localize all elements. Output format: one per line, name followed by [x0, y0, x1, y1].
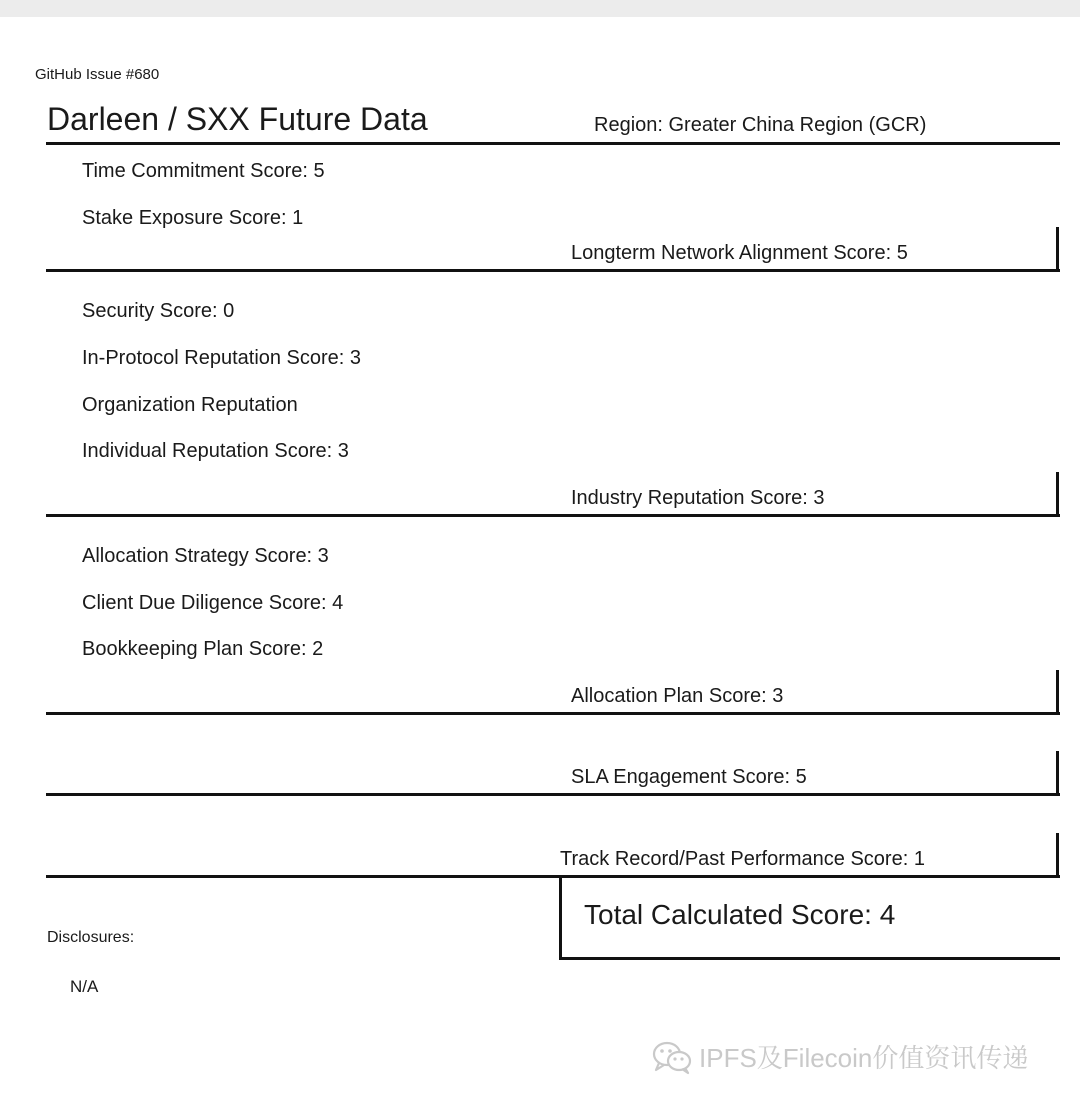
score-item-organization-reputation: Organization Reputation	[82, 394, 298, 416]
score-item-time-commitment: Time Commitment Score: 5	[82, 160, 325, 182]
section-divider	[46, 269, 1060, 272]
section-divider	[46, 514, 1060, 517]
watermark	[651, 1038, 1028, 1075]
region-label: Region: Greater China Region (GCR)	[594, 114, 927, 136]
score-item-client-due-diligence: Client Due Diligence Score: 4	[82, 592, 344, 614]
section-summary-sla-engagement: SLA Engagement Score: 5	[571, 766, 807, 788]
section-bracket	[1056, 472, 1059, 517]
section-summary-track-record: Track Record/Past Performance Score: 1	[560, 848, 925, 870]
page-title: Darleen / SXX Future Data	[47, 101, 428, 137]
total-score-label: Total Calculated Score: 4	[584, 899, 896, 930]
section-bracket	[1056, 833, 1059, 878]
header-divider	[46, 142, 1060, 145]
watermark-text: IPFS及Filecoin价值资讯传递	[699, 1043, 1029, 1073]
section-bracket	[1056, 670, 1059, 715]
disclosures-value: N/A	[70, 977, 99, 996]
section-summary-network-alignment: Longterm Network Alignment Score: 5	[571, 242, 908, 264]
score-item-individual-reputation: Individual Reputation Score: 3	[82, 440, 349, 462]
score-item-allocation-strategy: Allocation Strategy Score: 3	[82, 545, 329, 567]
section-bracket	[1056, 227, 1059, 272]
top-strip	[0, 0, 1080, 17]
issue-label: GitHub Issue #680	[35, 66, 160, 83]
section-divider	[46, 712, 1060, 715]
score-item-security: Security Score: 0	[82, 300, 235, 322]
wechat-icon	[651, 1039, 693, 1075]
score-item-bookkeeping-plan: Bookkeeping Plan Score: 2	[82, 638, 324, 660]
section-summary-allocation-plan: Allocation Plan Score: 3	[571, 685, 784, 707]
disclosures-label: Disclosures:	[47, 929, 135, 946]
section-divider	[46, 793, 1060, 796]
section-summary-industry-reputation: Industry Reputation Score: 3	[571, 487, 825, 509]
section-bracket	[1056, 751, 1059, 796]
total-score-box	[559, 878, 1060, 960]
score-item-stake-exposure: Stake Exposure Score: 1	[82, 207, 304, 229]
score-item-in-protocol-reputation: In-Protocol Reputation Score: 3	[82, 347, 362, 369]
